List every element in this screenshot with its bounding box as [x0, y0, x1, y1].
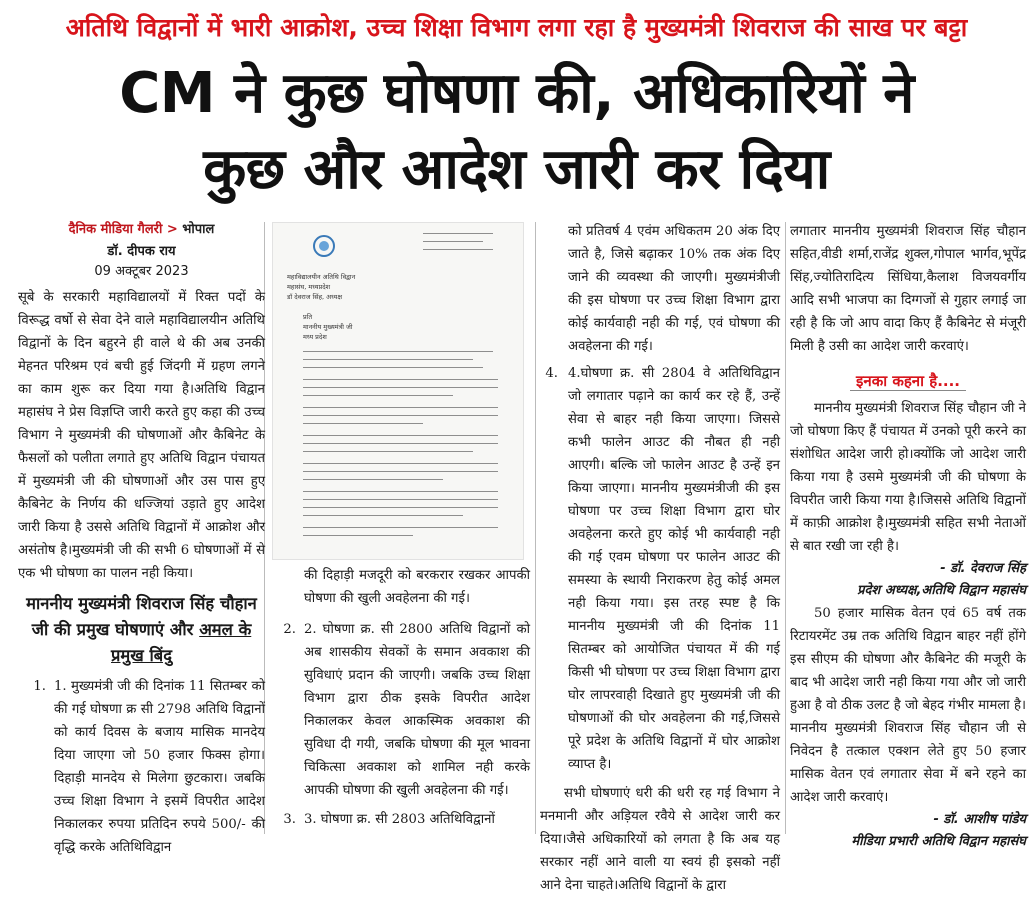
- source-separator: >: [162, 222, 183, 237]
- list-item-text: 1. मुख्यमंत्री जी की दिनांक 11 सितम्बर को की गई घोषणा क्र सी 2798 अतिथि विद्वानों को कार्य दिवस के बजाय मासिक मानदेय दिया जाएगा जो 50 हजार फिक्स होगा।दिहाड़ी मानदेय से मिलेगा छुटकारा। जबकि उच्च शिक्षा विभाग ने इसमें विपरीत आदेश निकालकर रुपया प्रतिदिन रुपये 500/- की वृद्धि करके अतिथिविद्वान: [54, 679, 265, 855]
- column-1: [18, 220, 265, 859]
- list-item-text: 4.घोषणा क्र. सी 2804 वे अतिथिविद्वान जो लगातार पढ़ाने का कार्य कर रहे हैं, उन्हें सेवा से बाहर नही किया जाएगा। जिससे कभी फालेन आउट की नौबत ही नही आएगी। बल्कि जो फालेन आउट है उन्हें इन किया जाएगा। माननीय मुख्यमंत्रीजी की इस घोषणा पर उच्च शिक्षा विभाग द्वारा घोर अवहेलना करते हुए कोई भी कार्यवाही नही की गई एवम घोषणा पर फालेन आउट की समस्या के स्थायी निराकरण हेतु कोई अमल नही किया गया। इस तरह स्पष्ट है कि माननीय मुख्यमंत्री जी की दिनांक 11 सितम्बर को आयोजित पंचायत में की गई किसी भी घोषणा पर उच्च शिक्षा विभाग द्वारा घोर लापरवाही दिखाते हुए मुख्यमंत्री जी की घोषणाओं की घोर अवहेलना की गई,जिससे पूरे प्रदेश के अतिथि विद्वानों में घोर आक्रोश व्याप्त है।: [568, 366, 780, 772]
- letter-text-line: [303, 515, 463, 516]
- quote-paragraph: 50 हजार मासिक वेतन एवं 65 वर्ष तक रिटायरमेंट उम्र तक अतिथि विद्वान बाहर नहीं होंगे इस सीएम की घोषणा और कैबिनेट की मजूरी के बाद भी आदेश जारी नही किया गया और जो जारी हुआ है वो ठीक उलट है जो बेहद गंभीर मामला है।माननीय मुख्यमंत्री शिवराज सिंह चौहान जी से निवेदन है तत्काल एक्शन लेते हुए 50 हजार मासिक वेतन एवं लगातार सेवा में बने रहने का आदेश जारी करवाएं।: [790, 606, 1026, 805]
- sub-heading-line-2: अमल के प्रमुख बिंदु: [111, 620, 252, 665]
- byline-author: डॉ. दीपक राय: [107, 244, 176, 259]
- letter-text-line: [423, 233, 493, 234]
- sub-heading-line-1: माननीय मुख्यमंत्री शिवराज सिंह चौहान जी की प्रमुख घोषणाएं और: [26, 594, 257, 639]
- byline-date: 09 अक्टूबर 2023: [94, 264, 189, 279]
- list-item-text: 3. घोषणा क्र. सी 2803 अतिथिविद्वानों: [304, 812, 495, 827]
- letter-text-line: [423, 241, 483, 242]
- letter-text-line: [303, 451, 473, 452]
- column-2: [268, 564, 530, 831]
- byline-source: [18, 220, 265, 240]
- column-divider: [785, 222, 786, 834]
- dateline-city: भोपाल: [182, 222, 215, 237]
- letter-text-line: [303, 535, 413, 536]
- list-item: [540, 362, 780, 776]
- letter-text-line: [303, 423, 423, 424]
- column-4: [790, 220, 1026, 853]
- headline-line-2: कुछ और आदेश जारी कर दिया: [203, 137, 830, 202]
- kicker-headline: अतिथि विद्वानों में भारी आक्रोश, उच्च शिक्षा विभाग लगा रहा है मुख्यमंत्री शिवराज की साख पर बट्टा: [65, 13, 968, 42]
- sub-heading: [18, 591, 265, 669]
- continued-text: की दिहाड़ी मजदूरी को बरकरार रखकर आपकी घोषणा की खुली अवहेलना की गई।: [304, 568, 530, 606]
- letter-text-line: [303, 387, 498, 388]
- list-item-text: 2. घोषणा क्र. सी 2800 अतिथि विद्वानों को अब शासकीय सेवकों के समान अवकाश की सुविधाएं प्रदान की जाएगी। जबकि उच्च शिक्षा विभाग द्वारा ठीक इसके विपरीत आदेश निकालकर केवल आकस्मिक अवकाश की सुविधा दी गयी, जबकि घोषणा की मूल भावना चिकित्सा अवकाश को शामिल नही करके आपकी घोषणा की खुली अवहेलना की गई।: [304, 622, 530, 798]
- column-3: [540, 220, 780, 897]
- section-heading: [790, 370, 1026, 393]
- letter-text-line: [303, 443, 498, 444]
- letter-text-line: [303, 471, 498, 472]
- list-item: [268, 808, 530, 831]
- letter-signatory: डॉ देवराज सिंह, अध्यक्ष: [287, 293, 343, 301]
- letter-org-name: महाविद्यालयीन अतिथि विद्वान: [287, 273, 356, 281]
- letter-to-state: मध्य प्रदेश: [303, 333, 327, 341]
- letter-image: [272, 222, 524, 560]
- letter-text-line: [303, 407, 498, 408]
- letter-text-line: [303, 479, 443, 480]
- continued-text: लगातार माननीय मुख्यमंत्री शिवराज सिंह चौहान सहित,वीडी शर्मा,राजेंद्र शुक्ल,गोपाल भार्गव,भूपेंद्र सिंह,ज्योतिरादित्य सिंधिया,कैलाश विजयवर्गीय आदि सभी भाजपा का दिग्गजों से गुहार लगाई जा रही है कि जो आप वादा किए हैं कैबिनेट से मंजूरी मिली है उसी का आदेश जारी करवाएं।: [790, 224, 1026, 354]
- paragraph: सभी घोषणाएं धरी की धरी रह गई विभाग ने मनमानी और अड़ियल रवैये से आदेश जारी कर दिया।जैसे अधिकारियों को लगता है कि अब यह सरकार नहीं आने वाली या स्वयं ही इसको नहीं आने देना चाहते।अतिथि विद्वानों के द्वारा: [540, 786, 780, 893]
- letter-text-line: [423, 249, 493, 250]
- organization-logo-icon: [313, 235, 335, 257]
- list-number: 3.: [283, 812, 296, 827]
- list-number: 2.: [283, 622, 296, 637]
- letter-text-line: [303, 463, 498, 464]
- list-number: 1.: [33, 679, 46, 694]
- letter-text-line: [303, 379, 498, 380]
- intro-paragraph: सूबे के सरकारी महाविद्यालयों में रिक्त पदों के विरूद्ध वर्षो से सेवा देने वाले महाविद्यालयीन अतिथि विद्वानों के दिन बहुरने ही वाले थे की अब उनकी मेहनत परिश्रम एवं बची हुई जिंदगी में ग्रहण लगने का काम शुरू कर दिया गया है।अतिथि विद्वान महासंघ ने प्रेस विज्ञप्ति जारी करते हुए कहा की उच्च विभाग ने मुख्यमंत्री की घोषणाओं और कैबिनेट के फैसलों को पलीता लगाते हुए अतिथि विद्वान पंचायत में मुख्यमंत्री जी की घोषणाओं और उस पास हुए कैबिनेट के निर्णय की धज्जियां उड़ाते हुए आदेश जारी किया है उससे अतिथि विद्वानों में आक्रोश और असंतोष है।मुख्यमंत्री जी की सभी 6 घोषणाओं में से एक भी घोषणा का पालन नही किया।: [18, 290, 265, 581]
- letter-text-line: [303, 351, 493, 352]
- letter-to-name: माननीय मुख्यमंत्री जी: [303, 323, 353, 331]
- headline-line-1: CM ने कुछ घोषणा की, अधिकारियों ने: [119, 61, 914, 126]
- quote-author-role: मीडिया प्रभारी अतिथि विद्वान महासंघ: [851, 834, 1026, 849]
- main-headline: [10, 56, 1023, 214]
- quote-author-name: - डॉ. देवराज सिंह: [940, 561, 1026, 576]
- quote-author-role: प्रदेश अध्यक्ष,अतिथि विद्वान महासंघ: [857, 583, 1026, 598]
- letter-text-line: [303, 499, 498, 500]
- section-heading-text: इनका कहना है....: [850, 372, 966, 391]
- letter-text-line: [303, 527, 498, 528]
- column-divider: [535, 222, 536, 834]
- letter-text-line: [303, 415, 498, 416]
- letter-text-line: [303, 507, 498, 508]
- source-name: दैनिक मीडिया गैलरी: [68, 222, 163, 237]
- letter-text-line: [303, 359, 473, 360]
- list-number: 4.: [545, 366, 558, 381]
- letter-to: प्रति: [303, 313, 313, 321]
- quote-paragraph: माननीय मुख्यमंत्री शिवराज सिंह चौहान जी ने जो घोषणा किए हैं पंचायत में उनको पूरी करने का संशोधित आदेश जारी हो।क्योंकि जो आदेश जारी किया गया है उसमे मुख्यमंत्री जी की घोषणा के विपरीत जारी किया गया है।जिससे अतिथि विद्वानों में काफ़ी आक्रोश है।मुख्यमंत्री सहित सभी नेताओं से बात रखी जा रही है।: [790, 401, 1026, 554]
- letter-text-line: [303, 491, 498, 492]
- letter-org-state: महासंघ, मध्यप्रदेश: [287, 283, 331, 291]
- list-item: [18, 675, 265, 859]
- quote-author-name: - डॉ. आशीष पांडेय: [933, 812, 1026, 827]
- letter-text-line: [303, 435, 498, 436]
- letter-text-line: [303, 367, 483, 368]
- list-item: [268, 618, 530, 802]
- continued-text: को प्रतिवर्ष 4 एवंम अधिकतम 20 अंक दिए जाते है, जिसे बढ़ाकर 10% तक अंक दिए जाने की व्यवस्था की जाएगी। मुख्यमंत्रीजी की इस घोषणा पर उच्च शिक्षा विभाग द्वारा कोई कार्यवाही नही की गई, एवं घोषणा की अवहेलना की गई।: [568, 224, 780, 354]
- letter-text-line: [303, 395, 453, 396]
